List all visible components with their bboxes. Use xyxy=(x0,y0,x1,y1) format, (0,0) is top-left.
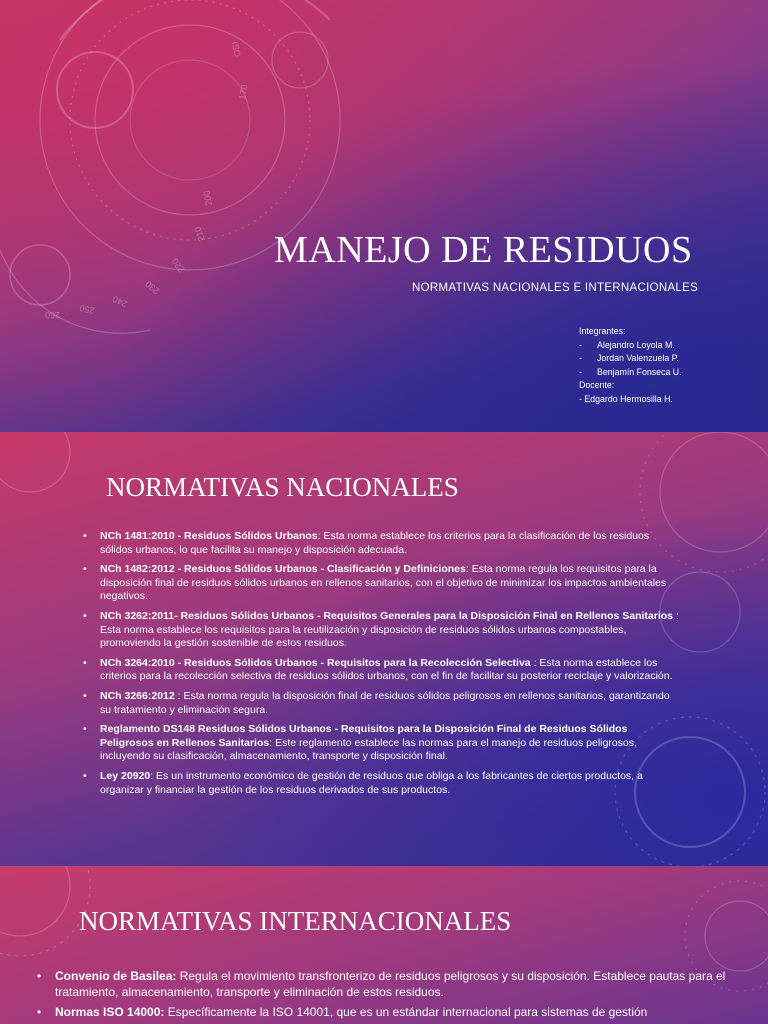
dial-label: 240 xyxy=(110,293,129,310)
teacher-name: - Edgardo Hermosilla H. xyxy=(579,393,673,404)
list-item: • NCh 1482:2012 - Residuos Sólidos Urbanos - Clasificación y Definiciones: Esta norma regula los requisitos para la disposición final de residuos sólidos urbanos en rellenos sanitarios, con el objetivo de minimizar los impactos ambientales negativos. xyxy=(83,563,667,603)
list-item: • NCh 3266:2012 : Esta norma regula la disposición final de residuos sólidos peligrosos en rellenos sanitarios, garantizando su tratamiento y eliminación segura. xyxy=(83,689,670,716)
list-item: • Ley 20920: Es un instrumento económico de gestión de residuos que obliga a los fabricantes de ciertos productos, a organizar y financiar la gestión de los residuos derivados de sus productos. xyxy=(83,769,643,796)
dial-label: 260 xyxy=(44,310,60,320)
dial-label: 230 xyxy=(143,278,162,297)
dial-label: 220 xyxy=(169,256,187,275)
dial-label: 210 xyxy=(192,225,207,243)
slide-heading: NORMATIVAS NACIONALES xyxy=(106,472,459,502)
member-item: - Benjamín Fonseca U. xyxy=(579,366,682,377)
dial-label: 170 xyxy=(237,83,250,101)
national-norms-list xyxy=(83,530,683,803)
member-item: - Alejandro Loyola M. xyxy=(579,339,675,350)
credits-block xyxy=(579,325,682,406)
international-norms-list xyxy=(37,968,737,1024)
presentation-subtitle: NORMATIVAS NACIONALES E INTERNACIONALES xyxy=(412,282,699,294)
list-item: • Normas ISO 14000: Específicamente la ISO 14001, que es un estándar internacional para sistemas de gestión xyxy=(37,1005,648,1019)
presentation-title: MANEJO DE RESIDUOS xyxy=(274,229,693,271)
national-norms-slide xyxy=(0,432,768,866)
list-item: • NCh 1481:2010 - Residuos Sólidos Urbanos: Esta norma establece los criterios para la clasificación de los residuos sólidos urbanos, lo que facilita su manejo y disposición adecuada. xyxy=(83,530,650,556)
dial-label: 200 xyxy=(201,189,214,207)
members-label: Integrantes: xyxy=(579,326,626,336)
title-slide xyxy=(0,0,768,432)
list-item: • NCh 3264:2010 - Residuos Sólidos Urbanos - Requisitos para la Recolección Selectiva : Esta norma establece los criterios para la recolección selectiva de residuos sólidos urbanos, con el fin de facilitar su posterior reciclaje y valorización. xyxy=(83,656,673,683)
list-item: • Convenio de Basilea: Regula el movimiento transfronterizo de residuos peligrosos y su disposición. Establece pautas para el tratamiento, almacenamiento, transporte y eliminación de estos residuos. xyxy=(37,969,726,999)
list-item: • NCh 3262:2011- Residuos Sólidos Urbanos - Requisitos Generales para la Disposición Final en Rellenos Sanitarios : Esta norma establece los requisitos para la reutilización y disposición de residuos sólidos urbanos compostables, promoviendo la gestión sostenible de estos residuos. xyxy=(83,609,679,650)
dial-label: ISO xyxy=(230,40,243,58)
list-item: • Reglamento DS148 Residuos Sólidos Urbanos - Requisitos para la Disposición Final de Residuos Sólidos Peligrosos en Rellenos Sanitarios: Este reglamento establece las normas para el manejo de residuos peligrosos, incluyendo su clasificación, almacenamiento, transporte y disposición final. xyxy=(83,723,637,763)
member-item: - Jordan Valenzuela P. xyxy=(579,353,679,363)
teacher-label: Docente: xyxy=(579,380,615,390)
international-norms-slide xyxy=(0,866,768,1024)
dial-label: 250 xyxy=(78,302,96,316)
slide-heading: NORMATIVAS INTERNACIONALES xyxy=(79,906,512,936)
